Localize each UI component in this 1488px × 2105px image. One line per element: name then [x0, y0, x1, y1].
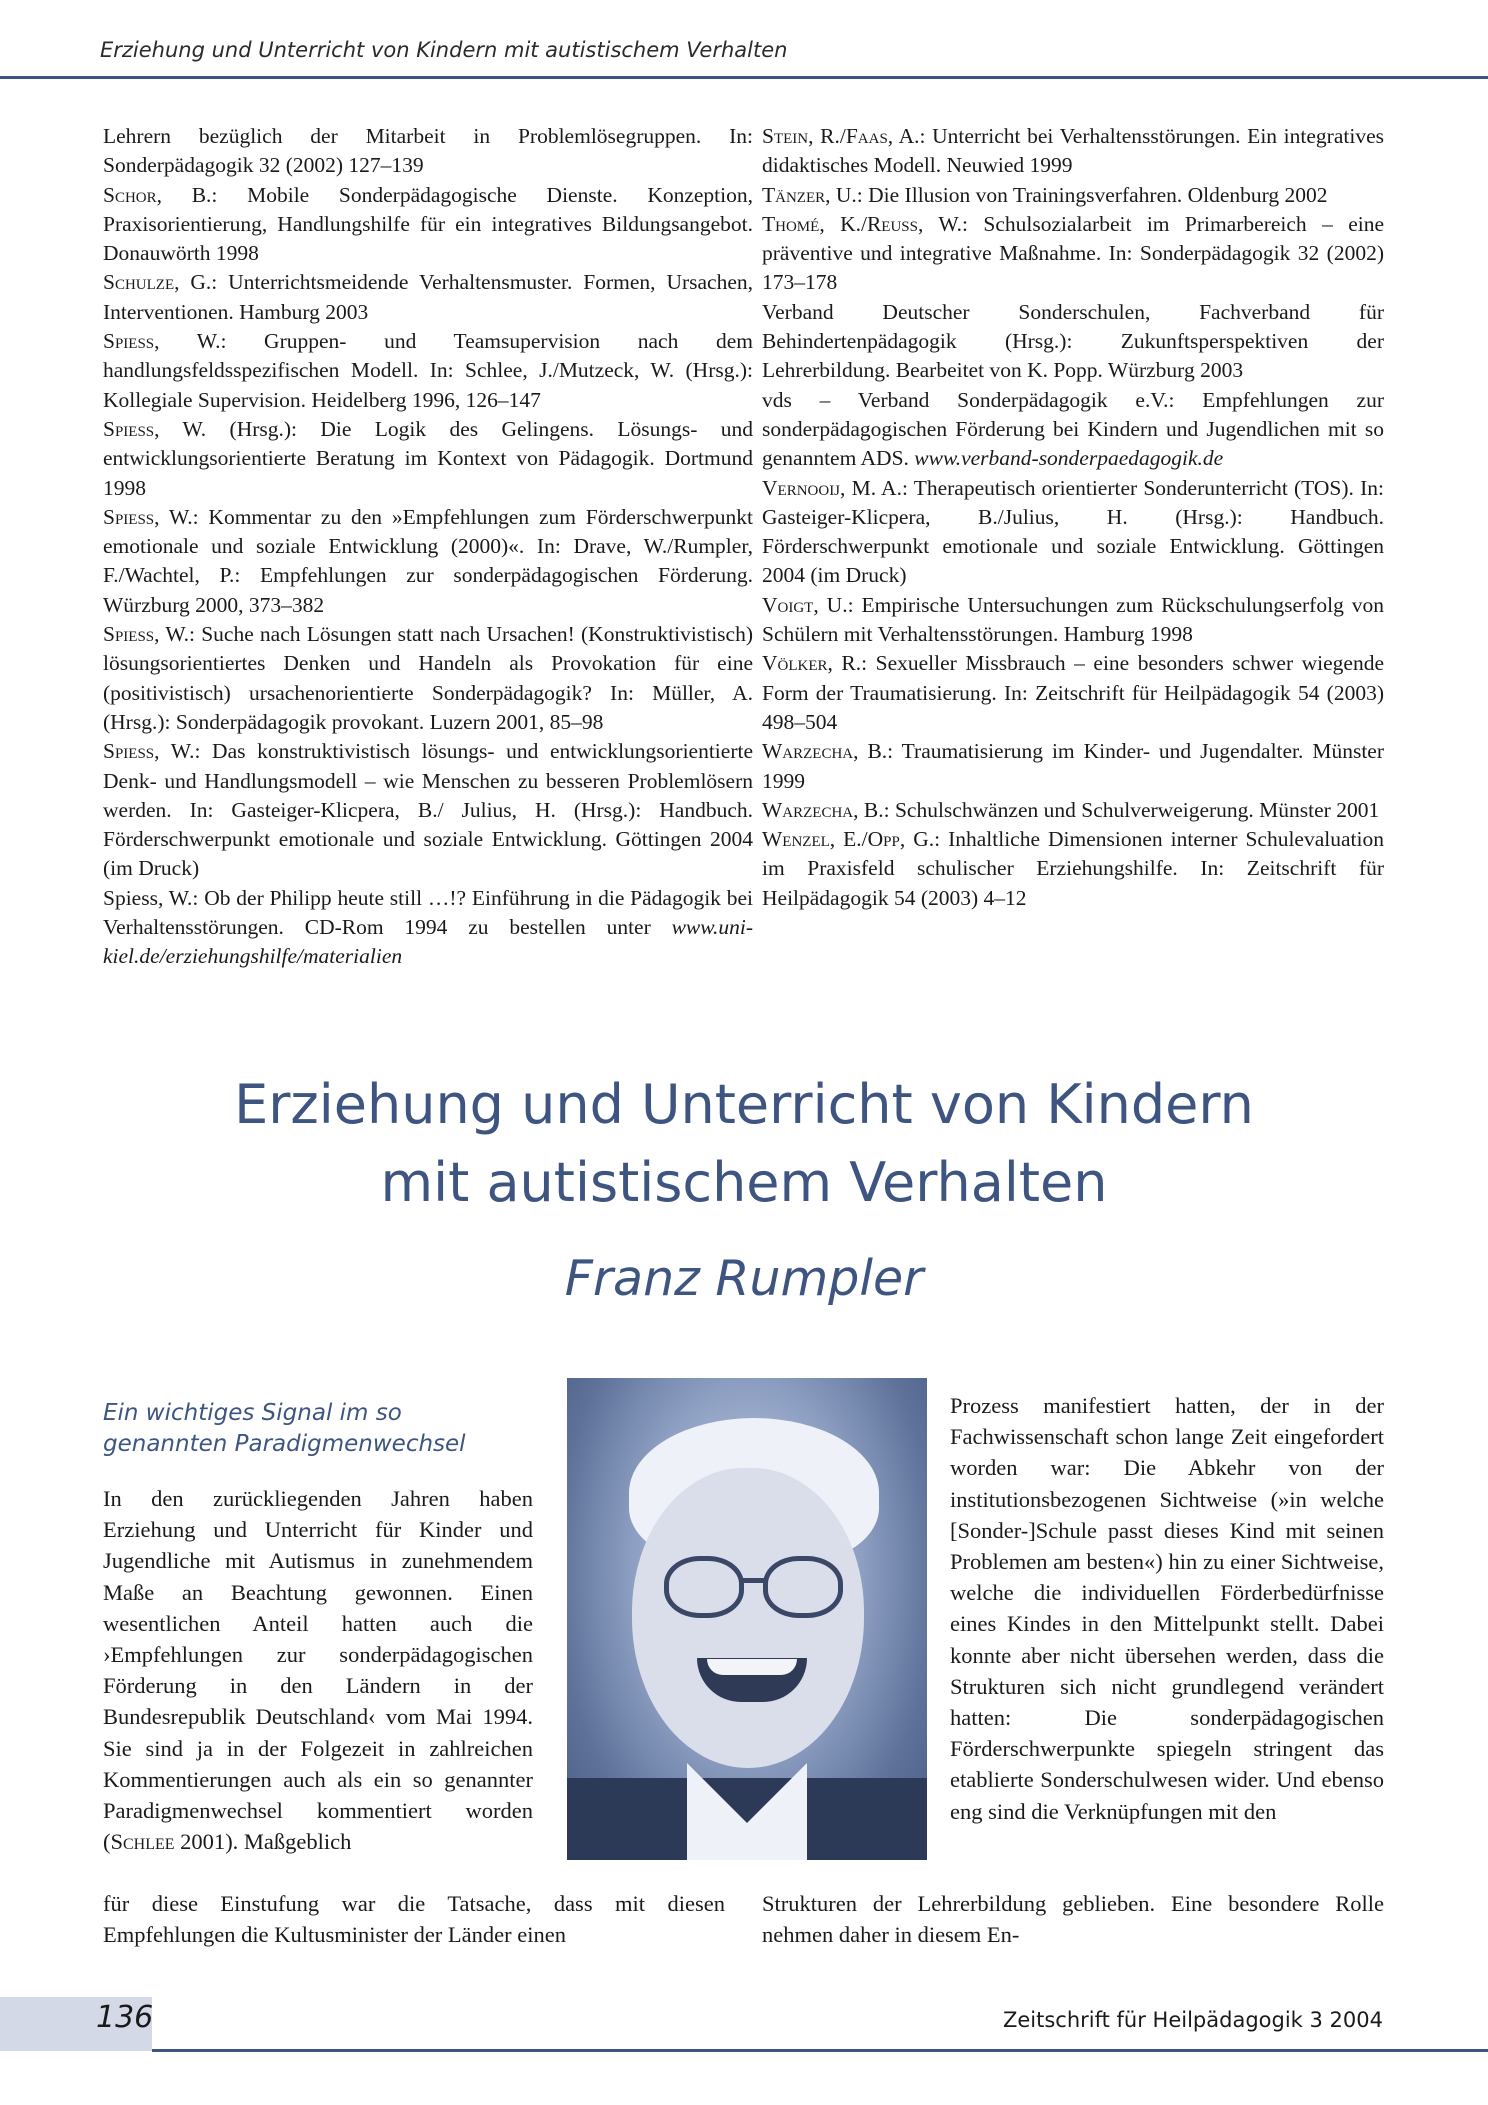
- body-text-left-after: ). Maßgeblich: [225, 1829, 352, 1855]
- article-title: [0, 1066, 1488, 1222]
- section-heading-line-2: genannten Paradigmenwechsel: [103, 1431, 466, 1457]
- running-head: Erziehung und Unterricht von Kindern mit autistischem Verhalten: [100, 38, 788, 62]
- reference-entry: Spiess, W.: Gruppen- und Teamsupervision nach dem handlungsfeldsspezifischen Modell. In: Schlee, J./Mutzeck, W. (Hrsg.): Kollegiale Supervision. Heidelberg 1996, 126–147: [103, 329, 753, 412]
- body-text-left: [103, 1483, 533, 1857]
- section-heading-line-1: Ein wichtiges Signal im so: [103, 1400, 402, 1426]
- reference-entry: Tänzer, U.: Die Illusion von Trainingsverfahren. Oldenburg 2002: [762, 182, 1328, 207]
- body-text-right: Prozess manifestiert hatten, der in der Fachwissenschaft schon lange Zeit eingefordert worden war: Die Abkehr von der institutionsbezogenen Sichtweise (»in welche [Sonder-]Schule passt dieses Kind mit seinen Problemen am besten«) hin zu einer Sichtweise, welche die individuellen Förderbedürfnisse eines Kindes in den Mittelpunkt stellt. Dabei konnte aber nicht übersehen werden, dass die Strukturen sich nicht grundlegend verändert hatten: Die sonderpädagogischen Förderschwerpunkte spiegeln stringent das etablierte Sonderschulwesen wider. Und ebenso eng sind die Verknüpfungen mit den: [950, 1393, 1384, 1824]
- reference-entry: Spiess, W.: Kommentar zu den »Empfehlungen zum Förderschwerpunkt emotionale und soziale Entwicklung (2000)«. In: Drave, W./Rumpler, F./Wachtel, P.: Empfehlungen zur sonderpädagogischen Förderung. Würzburg 2000, 373–382: [103, 504, 753, 617]
- reference-entry: Stein, R./Faas, A.: Unterricht bei Verhaltensstörungen. Ein integratives didaktisches Modell. Neuwied 1999: [762, 124, 1384, 178]
- article-author: Franz Rumpler: [564, 1250, 924, 1307]
- reference-entry: Warzecha, B.: Schulschwänzen und Schulverweigerung. Münster 2001: [762, 797, 1380, 822]
- reference-entry: Thomé, K./Reuss, W.: Schulsozialarbeit im Primarbereich – eine präventive und integrative Maßnahme. In: Sonderpädagogik 32 (2002) 173–178: [762, 211, 1384, 295]
- reference-entry: Spiess, W.: Das konstruktivistisch lösungs- und entwicklungsorientierte Denk- und Handlungsmodell – wie Menschen zu besseren Problemlösern werden. In: Gasteiger-Klicpera, B./ Julius, H. (Hrsg.): Handbuch. Förderschwerpunkt emotionale und soziale Entwicklung. Göttingen 2004 (im Druck): [103, 739, 753, 881]
- article-title-line-2: mit autistischem Verhalten: [380, 1151, 1108, 1214]
- author-photo: [567, 1378, 927, 1860]
- reference-entry: Spiess, W.: Ob der Philipp heute still …!? Einführung in die Pädagogik bei Verhaltensstörungen. CD-Rom 1994 zu bestellen unter www.uni-kiel.de/erziehungshilfe/materialien: [103, 885, 753, 969]
- reference-entry: Schor, B.: Mobile Sonderpädagogische Dienste. Konzeption, Praxisorientierung, Handlungshilfe für ein integratives Bildungsangebot. Donauwörth 1998: [103, 182, 753, 266]
- header-rule: [0, 76, 1488, 79]
- body-text-right-wide: Strukturen der Lehrerbildung geblieben. Eine besondere Rolle nehmen daher in diesem En-: [762, 1891, 1384, 1948]
- references-left-column: [103, 122, 753, 972]
- reference-entry: Lehrern bezüglich der Mitarbeit in Problemlösegruppen. In: Sonderpädagogik 32 (2002) 127–139: [103, 124, 753, 178]
- reference-entry: Spiess, W.: Suche nach Lösungen statt nach Ursachen! (Konstruktivistisch) lösungsorientiertes Denken und Handeln als Provokation für eine (positivistisch) ursachenorientierte Sonderpädagogik? In: Müller, A. (Hrsg.): Sonderpädagogik provokant. Luzern 2001, 85–98: [103, 622, 753, 734]
- reference-link[interactable]: www.verband-sonderpaedagogik.de: [914, 446, 1224, 471]
- body-text-left-main: In den zurückliegenden Jahren haben Erziehung und Unterricht für Kinder und Jugendliche mit Autismus in zunehmendem Maße an Beachtung gewonnen. Einen wesentlichen Anteil hatten auch die ›Empfehlungen zur sonderpädagogischen Förderung in den Ländern in der Bundesrepublik Deutschland‹ vom Mai 1994. Sie sind ja in der Folgezeit in zahlreichen Kommentierungen auch als ein so genannter Paradigmenwechsel kommentiert worden (: [103, 1486, 533, 1855]
- reference-entry: Vernooij, M. A.: Therapeutisch orientierter Sonderunterricht (TOS). In: Gasteiger-Klicpera, B./Julius, H. (Hrsg.): Handbuch. Förderschwerpunkt emotionale und soziale Entwicklung. Göttingen 2004 (im Druck): [762, 475, 1384, 588]
- reference-entry: Wenzel, E./Opp, G.: Inhaltliche Dimensionen interner Schulevaluation im Praxisfeld schulischer Erziehungshilfe. In: Zeitschrift für Heilpädagogik 54 (2003) 4–12: [762, 827, 1384, 910]
- journal-name: Zeitschrift für Heilpädagogik 3 2004: [1002, 2008, 1383, 2032]
- page-number: 136: [96, 2000, 154, 2035]
- footer-rule: [152, 2049, 1488, 2052]
- reference-entry: Warzecha, B.: Traumatisierung im Kinder- und Jugendalter. Münster 1999: [762, 739, 1384, 793]
- citation: Schlee 2001: [110, 1829, 226, 1855]
- body-text-left-wide: für diese Einstufung war die Tatsache, dass mit diesen Empfehlungen die Kultusminister der Länder einen: [103, 1891, 725, 1948]
- reference-link[interactable]: www.uni-kiel.de/erziehungshilfe/materialien: [103, 915, 753, 969]
- section-heading: [103, 1398, 523, 1460]
- references-right-column: [762, 122, 1384, 913]
- reference-entry: Völker, R.: Sexueller Missbrauch – eine besonders schwer wiegende Form der Traumatisierung. In: Zeitschrift für Heilpädagogik 54 (2003) 498–504: [762, 651, 1384, 734]
- reference-entry: Verband Deutscher Sonderschulen, Fachverband für Behindertenpädagogik (Hrsg.): Zukunftsperspektiven der Lehrerbildung. Bearbeitet von K. Popp. Würzburg 2003: [762, 299, 1384, 383]
- reference-entry: Spiess, W. (Hrsg.): Die Logik des Gelingens. Lösungs- und entwicklungsorientierte Beratung im Kontext von Pädagogik. Dortmund 1998: [103, 416, 753, 500]
- reference-entry: Schulze, G.: Unterrichtsmeidende Verhaltensmuster. Formen, Ursachen, Interventionen. Hamburg 2003: [103, 270, 753, 324]
- article-title-line-1: Erziehung und Unterricht von Kindern: [234, 1073, 1254, 1136]
- reference-entry: vds – Verband Sonderpädagogik e.V.: Empfehlungen zur sonderpädagogischen Förderung bei Kindern und Jugendlichen mit so genanntem ADS. www.verband-sonderpaedagogik.de: [762, 387, 1384, 471]
- reference-entry: Voigt, U.: Empirische Untersuchungen zum Rückschulungserfolg von Schülern mit Verhaltensstörungen. Hamburg 1998: [762, 592, 1384, 647]
